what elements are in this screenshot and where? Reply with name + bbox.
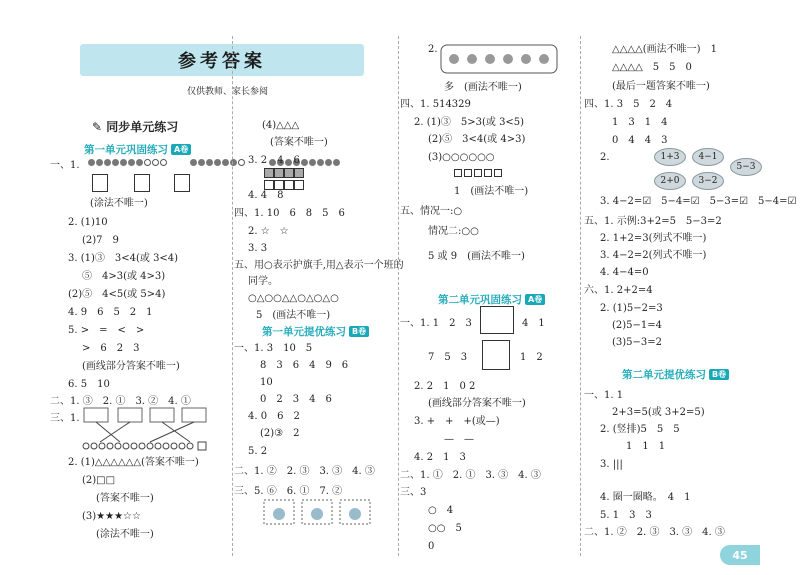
c1-l9: 5. > = < >: [68, 325, 145, 336]
c1-l12: 6. 5 10: [68, 379, 110, 390]
c1-l5: 3. (1)③ 3<4(或 3<4): [68, 253, 179, 264]
c1-l13: 二、1. ③ 2. ① 3. ② 4. ①: [50, 396, 191, 407]
c2-l10: ○△○○△△○△○△○: [248, 293, 339, 304]
section-u2-adv: 第二单元提优练习 B卷: [622, 367, 729, 382]
c1-l7: (2)⑤ 4<5(或 5>4): [68, 289, 166, 300]
c4-l14: 2. (1)5−2=3: [600, 303, 663, 314]
c2-l13: 8 3 6 4 9 6: [260, 360, 349, 371]
c1-l6: ⑤ 4>3(或 4>3): [82, 271, 166, 282]
digit-box-7: [92, 174, 108, 192]
c3-l18: — —: [444, 434, 474, 445]
c1-l11: (画线部分答案不唯一): [82, 361, 180, 372]
c1-l18: (3)★★★☆☆: [82, 511, 141, 522]
c1-l4: (2)7 9: [82, 235, 119, 246]
c4-l7: 2.: [600, 152, 610, 163]
cloud-5: 5−3: [730, 158, 762, 176]
section-u1-adv: 第一单元提优练习 B卷: [262, 324, 369, 339]
c2-l19: 二、1. ② 2. ③ 3. ③ 4. ③: [234, 466, 375, 477]
c2-l8: 五、用○表示护旗手,用△表示一个班的: [234, 260, 404, 271]
c4-l22: 4. 圈一圈略。 4 1: [600, 492, 691, 503]
c2-l6: 2. ☆ ☆: [248, 226, 289, 237]
c4-l18: 2+3=5(或 3+2=5): [612, 407, 705, 418]
c2-l20: 三、5. ⑥ 6. ① 7. ②: [234, 486, 343, 497]
c1-l19: (涂法不唯一): [96, 529, 154, 540]
c3-l22: ○ 4: [428, 505, 454, 516]
c4-l20: 1 1 1: [626, 441, 666, 452]
c3-l5: (2)⑤ 3<4(或 4>3): [428, 134, 526, 145]
c3-l12: 4 1: [522, 318, 545, 329]
c1-l14: 三、1.: [50, 413, 80, 424]
c2-l12: 一、1. 3 10 5: [234, 343, 313, 354]
digit-box-6: [134, 174, 150, 192]
pencil-icon: ✎: [92, 120, 103, 134]
c3-l2: 多 (画法不唯一): [444, 82, 522, 93]
c4-l9: 五、1. 示例:3+2=5 5−3=2: [584, 216, 722, 227]
c2-l17: (2)③ 2: [260, 428, 300, 439]
c3-l6: (3)○○○○○○: [428, 152, 495, 163]
c4-l12: 4. 4−4=0: [600, 267, 649, 278]
c4-l2: △△△△ 5 5 0: [612, 62, 692, 73]
c1-l8: 4. 9 6 5 2 1: [68, 307, 153, 318]
c3-l15: 2. 2 1 0 2: [414, 381, 476, 392]
c1-l10: > 6 2 3: [82, 343, 140, 354]
page-number: 45: [720, 545, 760, 565]
subtitle: 仅供教师、家长参阅: [187, 87, 269, 97]
section-u2-basic: 第二单元巩固练习 A卷: [438, 292, 545, 307]
section-sync: ✎ 同步单元练习: [92, 120, 179, 134]
c3-l3: 四、1. 514329: [400, 99, 471, 110]
c4-l24: 二、1. ② 2. ③ 3. ③ 4. ③: [584, 527, 725, 538]
cloud-1: 1+3: [654, 148, 686, 166]
c4-l8: 3. 4−2=☑ 5−4=☑ 5−3=☑ 5−4=☑: [600, 196, 797, 207]
frog-figure: [262, 498, 382, 528]
c2-l11: 5 (画法不唯一): [256, 310, 331, 321]
cloud-3: 2+0: [654, 172, 686, 190]
c3-l8: 五、情况一:○: [400, 206, 463, 217]
c3-l21: 三、3: [400, 487, 427, 498]
c3-l24: 0: [428, 541, 435, 552]
c1-l17: (答案不唯一): [96, 493, 154, 504]
divider-2: [398, 36, 399, 556]
c1-l1: 一、1.: [50, 160, 80, 171]
c3-l23: ○○ 5: [428, 523, 462, 534]
c1-l15: 2. (1)△△△△△△(答案不唯一): [68, 457, 199, 468]
c2-l2: (答案不唯一): [270, 137, 328, 148]
c4-l4: 四、1. 3 5 2 4: [584, 99, 673, 110]
c2-l14: 10: [260, 377, 273, 388]
grid-figure: [264, 168, 304, 192]
matching-figure: [80, 406, 210, 452]
c2-l1: (4)△△△: [262, 120, 300, 131]
c4-l11: 3. 4−2=2(列式不唯一): [600, 250, 707, 261]
c4-l1: △△△△(画法不唯一) 1: [612, 44, 717, 55]
c4-l21: 3. |||: [600, 459, 623, 470]
c3-l14: 1 2: [520, 352, 543, 363]
c3-l19: 4. 2 1 3: [414, 452, 466, 463]
c4-l23: 5. 1 3 3: [600, 510, 652, 521]
c4-l6: 0 4 4 3: [612, 135, 668, 146]
c3-l7: 1 (画法不唯一): [454, 186, 529, 197]
boxes-row: [454, 168, 504, 179]
c2-l5: 四、1. 10 6 8 5 6: [234, 208, 345, 219]
c4-l13: 六、1. 2+2=4: [584, 285, 653, 296]
page-title: 参考答案: [178, 51, 266, 72]
c2-l3: 3. 2 4 6: [248, 155, 300, 166]
c4-l19: 2. (竖排)5 5 5: [600, 424, 680, 435]
c2-l18: 5. 2: [248, 446, 268, 457]
c4-l15: (2)5−1=4: [612, 320, 663, 331]
c4-l10: 2. 1+2=3(列式不唯一): [600, 233, 707, 244]
c4-l3: (最后一题答案不唯一): [612, 81, 710, 92]
c4-l17: 一、1. 1: [584, 390, 624, 401]
animals-figure: [440, 44, 558, 74]
c3-l16: (画线部分答案不唯一): [428, 398, 526, 409]
c3-l20: 二、1. ① 2. ① 3. ③ 4. ③: [400, 470, 541, 481]
c3-l9: 情况二:○○: [428, 226, 479, 237]
c1-l2: (涂法不唯一): [90, 198, 148, 209]
title-banner: [80, 44, 364, 76]
c3-l17: 3. + + +(或—): [414, 416, 500, 427]
c1-l3: 2. (1)10: [68, 217, 108, 228]
c4-l16: (3)5−3=2: [612, 337, 663, 348]
c3-l11: 一、1. 1 2 3: [400, 318, 472, 329]
c1-l16: (2)□□: [82, 475, 116, 486]
c2-l15: 0 2 3 4 6: [260, 394, 332, 405]
c2-l7: 3. 3: [248, 243, 268, 254]
section-u1-basic: 第一单元巩固练习 A卷: [84, 142, 191, 157]
picture-box-1: [480, 306, 514, 334]
digit-box-9: [174, 174, 190, 192]
c2-l16: 4. 0 6 2: [248, 411, 300, 422]
cloud-4: 3−2: [692, 172, 724, 190]
c4-l5: 1 3 1 4: [612, 117, 668, 128]
cloud-2: 4−1: [692, 148, 724, 166]
divider-1: [232, 36, 233, 556]
c2-l4: 4. 4 8: [248, 190, 284, 201]
picture-box-2: [482, 340, 510, 370]
c2-l9: 同学。: [248, 276, 278, 287]
c3-l1: 2.: [428, 44, 438, 55]
c3-l13: 7 5 3: [428, 352, 468, 363]
c3-l10: 5 或 9 (画法不唯一): [428, 251, 525, 262]
c3-l4: 2. (1)③ 5>3(或 3<5): [414, 117, 525, 128]
divider-3: [580, 36, 581, 556]
